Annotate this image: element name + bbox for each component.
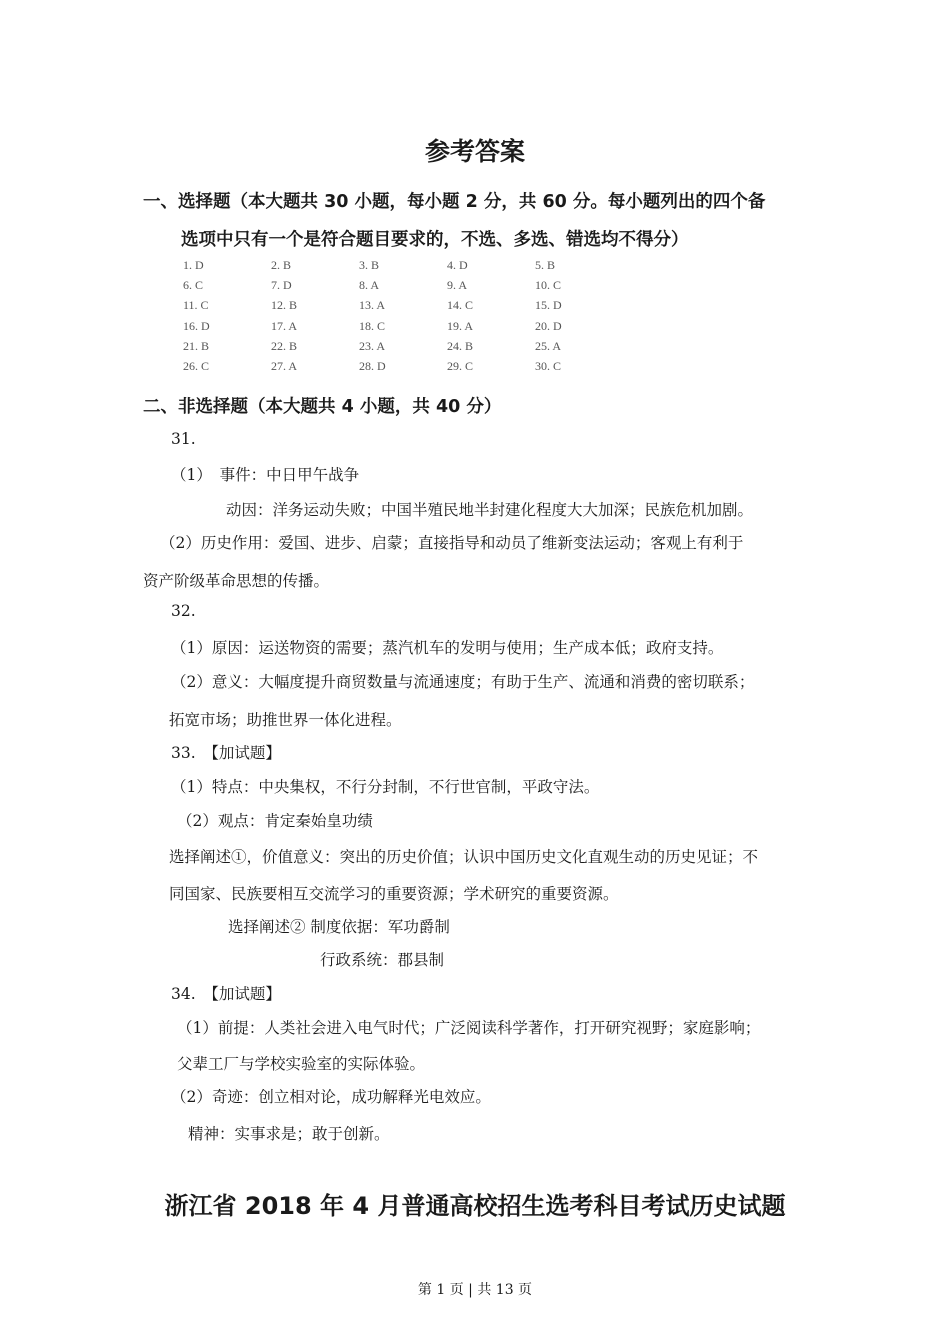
answer-cell: 26. C <box>183 358 210 373</box>
q33-option2: 选择阐述② 制度依据：军功爵制 <box>228 918 450 936</box>
q32-number: 32. <box>171 602 196 620</box>
q33-option2-cont: 行政系统：郡县制 <box>320 951 445 969</box>
answer-row <box>183 319 623 339</box>
answer-cell: 13. A <box>359 298 386 313</box>
answer-cell: 28. D <box>359 358 386 373</box>
page-title: 参考答案 <box>424 137 525 166</box>
answer-cell: 24. B <box>447 338 474 353</box>
answer-cell: 25. A <box>535 338 562 353</box>
answer-cell: 8. A <box>359 278 380 293</box>
answer-cell: 2. B <box>271 258 292 272</box>
page-number: 第 1 页 | 共 13 页 <box>417 1282 533 1298</box>
answer-row <box>183 258 623 278</box>
q31-part1-cause: 动因：洋务运动失败；中国半殖民地半封建化程度大大加深；民族危机加剧。 <box>226 501 754 519</box>
q31-part2: （2）历史作用：爱国、进步、启蒙；直接指导和动员了维新变法运动；客观上有利于 <box>160 534 744 552</box>
section1-heading-line2: 选项中只有一个是符合题目要求的，不选、多选、错选均不得分） <box>181 230 689 250</box>
q31-part2-cont: 资产阶级革命思想的传播。 <box>143 572 330 590</box>
answer-cell: 14. C <box>447 298 474 313</box>
answer-cell: 22. B <box>271 338 298 353</box>
answer-cell: 3. B <box>359 258 380 272</box>
answer-cell: 1. D <box>183 258 204 272</box>
answer-cell: 17. A <box>271 318 298 333</box>
answer-cell: 27. A <box>271 358 298 373</box>
answer-cell: 15. D <box>535 298 562 313</box>
answer-cell: 16. D <box>183 318 210 333</box>
answer-cell: 5. B <box>535 258 556 272</box>
answer-row <box>183 339 623 359</box>
answer-cell: 18. C <box>359 318 386 333</box>
section1-heading-line1: 一、选择题（本大题共 30 小题，每小题 2 分，共 60 分。每小题列出的四个备 <box>143 192 766 212</box>
q32-part1: （1）原因：运送物资的需要；蒸汽机车的发明与使用；生产成本低；政府支持。 <box>171 639 724 657</box>
exam-title: 浙江省 2018 年 4 月普通高校招生选考科目考试历史试题 <box>164 1192 786 1220</box>
answer-cell: 29. C <box>447 358 474 373</box>
answer-cell: 30. C <box>535 358 562 373</box>
q34-number: 34. 【加试题】 <box>171 985 281 1003</box>
answer-cell: 10. C <box>535 278 562 293</box>
answer-cell: 6. C <box>183 278 204 293</box>
answer-row <box>183 359 623 379</box>
q34-part2: （2）奇迹：创立相对论，成功解释光电效应。 <box>171 1088 491 1106</box>
q32-part2: （2）意义：大幅度提升商贸数量与流通速度；有助于生产、流通和消费的密切联系； <box>171 673 755 691</box>
q34-part1-cont: 父辈工厂与学校实验室的实际体验。 <box>177 1055 426 1073</box>
answer-cell: 21. B <box>183 338 210 353</box>
q32-part2-cont: 拓宽市场；助推世界一体化进程。 <box>169 711 402 729</box>
q33-option1: 选择阐述①，价值意义：突出的历史价值；认识中国历史文化直观生动的历史见证；不 <box>169 848 759 866</box>
answer-cell: 4. D <box>447 258 468 272</box>
q33-number: 33. 【加试题】 <box>171 744 281 762</box>
answer-cell: 9. A <box>447 278 468 293</box>
answer-cell: 23. A <box>359 338 386 353</box>
q34-part1: （1）前提：人类社会进入电气时代；广泛阅读科学著作，打开研究视野；家庭影响； <box>177 1019 761 1037</box>
q33-part2: （2）观点：肯定秦始皇功绩 <box>177 812 373 830</box>
q31-number: 31. <box>171 430 196 448</box>
answer-grid <box>183 258 623 379</box>
answer-cell: 7. D <box>271 278 292 293</box>
answer-row <box>183 298 623 318</box>
answer-row <box>183 278 623 298</box>
answer-cell: 19. A <box>447 318 474 333</box>
q34-part2-cont: 精神：实事求是；敢于创新。 <box>188 1125 390 1143</box>
answer-cell: 11. C <box>183 298 209 313</box>
q33-part1: （1）特点：中央集权，不行分封制，不行世官制，平政守法。 <box>171 778 600 796</box>
q31-part1: （1） 事件：中日甲午战争 <box>171 466 360 484</box>
section2-heading: 二、非选择题（本大题共 4 小题，共 40 分） <box>143 397 502 417</box>
q33-option1-cont: 同国家、民族要相互交流学习的重要资源；学术研究的重要资源。 <box>169 885 619 903</box>
answer-cell: 12. B <box>271 298 298 313</box>
answer-cell: 20. D <box>535 318 562 333</box>
